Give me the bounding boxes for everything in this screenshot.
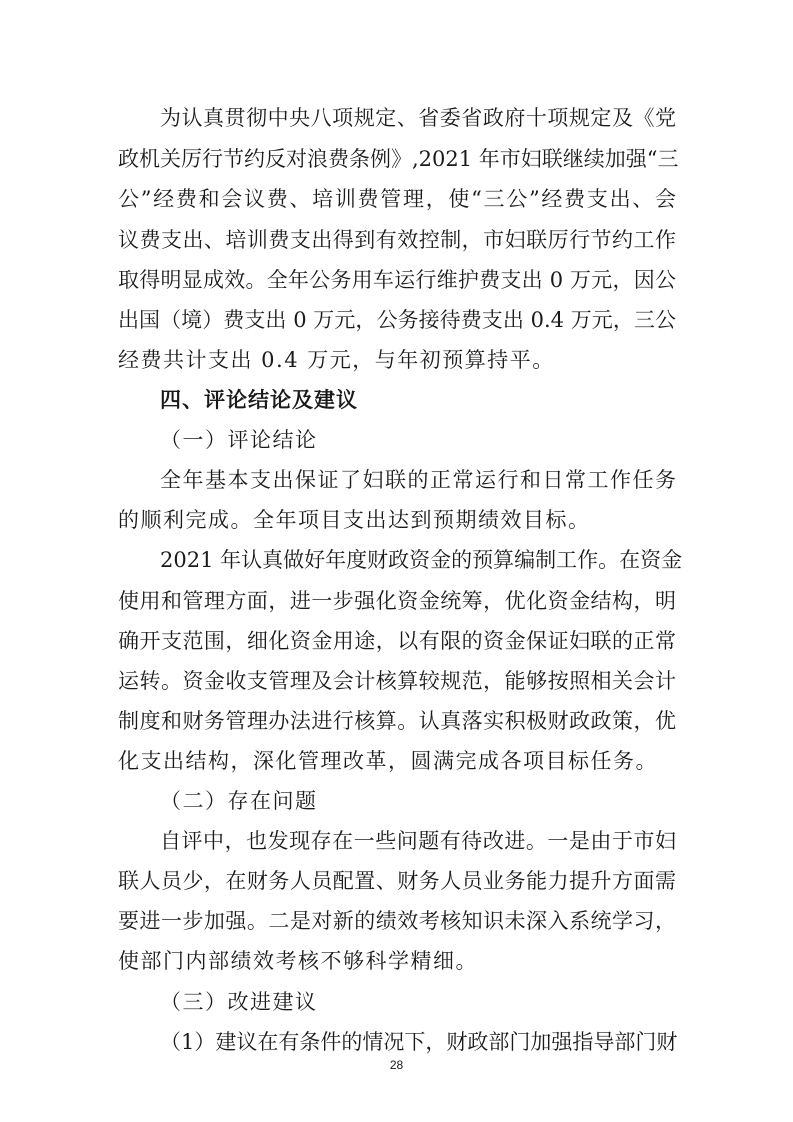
paragraph-line: 为认真贯彻中央八项规定、省委省政府十项规定及《党	[160, 106, 676, 130]
paragraph-line: 全年基本支出保证了妇联的正常运行和日常工作任务	[160, 468, 676, 492]
subsection-heading: （一）评论结论	[160, 428, 318, 452]
paragraph-line: 确开支范围，细化资金用途，以有限的资金保证妇联的正常	[118, 629, 676, 653]
paragraph-line: 化支出结构，深化管理改革，圆满完成各项目标任务。	[118, 749, 658, 773]
paragraph-line: 使部门内部绩效考核不够科学精细。	[118, 949, 478, 973]
paragraph-line: 政机关厉行节约反对浪费条例》,2021 年市妇联继续加强“三	[118, 147, 679, 171]
paragraph-line: 经费共计支出 0.4 万元，与年初预算持平。	[118, 348, 555, 372]
subsection-heading: （三）改进建议	[160, 990, 318, 1014]
paragraph-line: 联人员少，在财务人员配置、财务人员业务能力提升方面需	[118, 869, 676, 893]
paragraph-line: 取得明显成效。全年公务用车运行维护费支出 0 万元，因公	[118, 268, 676, 292]
paragraph-line: 要进一步加强。二是对新的绩效考核知识未深入系统学习，	[118, 909, 676, 933]
paragraph-line: 出国（境）费支出 0 万元，公务接待费支出 0.4 万元，三公	[118, 308, 676, 332]
section-heading: 四、评论结论及建议	[160, 388, 358, 412]
paragraph-line: 2021 年认真做好年度财政资金的预算编制工作。在资金	[160, 548, 683, 572]
paragraph-line: 的顺利完成。全年项目支出达到预期绩效目标。	[118, 508, 591, 532]
paragraph-line: 自评中，也发现存在一些问题有待改进。一是由于市妇	[160, 829, 676, 853]
paragraph-line: 运转。资金收支管理及会计核算较规范，能够按照相关会计	[118, 669, 676, 693]
paragraph-line: 议费支出、培训费支出得到有效控制，市妇联厉行节约工作	[118, 228, 676, 252]
paragraph-line: （1）建议在有条件的情况下，财政部门加强指导部门财	[160, 1030, 678, 1054]
paragraph-line: 使用和管理方面，进一步强化资金统筹，优化资金结构，明	[118, 589, 676, 613]
subsection-heading: （二）存在问题	[160, 789, 318, 813]
page-number: 28	[389, 1058, 404, 1072]
paragraph-line: 公”经费和会议费、培训费管理，使“三公”经费支出、会	[118, 187, 676, 211]
paragraph-line: 制度和财务管理办法进行核算。认真落实积极财政政策，优	[118, 709, 676, 733]
